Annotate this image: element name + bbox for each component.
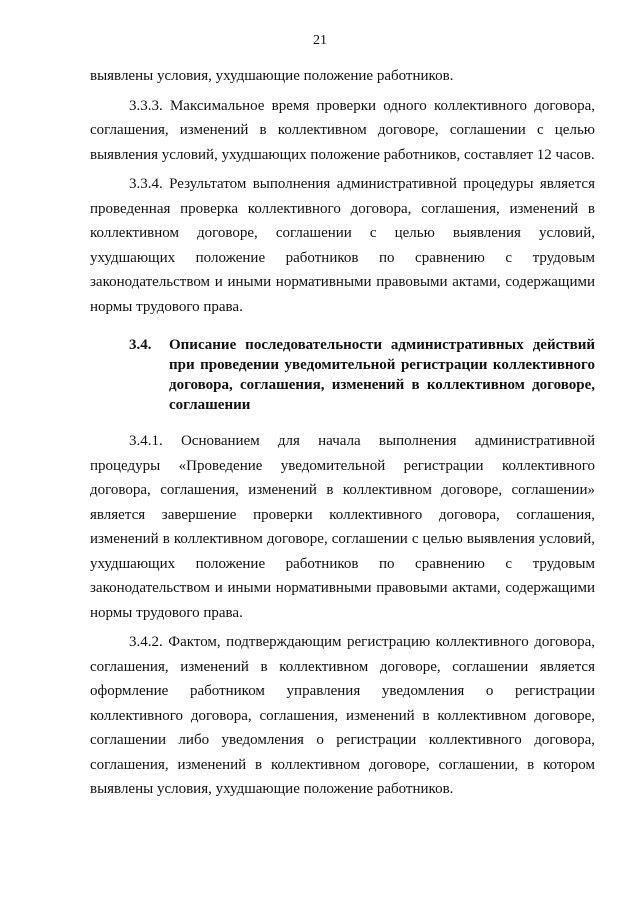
- section-number: 3.4.: [129, 337, 152, 353]
- section-heading: [90, 335, 595, 415]
- paragraph-3-3-3: 3.3.3. Максимальное время проверки одного коллективного договора, соглашения, изменений в коллективном договоре, соглашении с целью выявления условий, ухудшающих положение работников, составляет 12 часов.: [90, 97, 595, 163]
- paragraph-continuation: выявлены условия, ухудшающие положение работников.: [90, 68, 454, 84]
- page-number: 21: [313, 33, 327, 48]
- paragraph-3-4-1: 3.4.1. Основанием для начала выполнения административной процедуры «Проведение уведомительной регистрации коллективного договора, соглашения, изменений в коллективном договоре, соглашении» является завершение проверки коллективного договора, соглашения, изменений в коллективном договоре, соглашении с целью выявления условий, ухудшающих положение работников по сравнению с трудовым законодательством и иными нормативными правовыми актами, содержащими нормы трудового права.: [90, 433, 595, 621]
- document-body: [90, 64, 595, 802]
- paragraph-3-4-2: 3.4.2. Фактом, подтверждающим регистрацию коллективного договора, соглашения, изменений в коллективном договоре, соглашении является оформление работником управления уведомления о регистрации коллективного договора, соглашения, изменений в коллективном договоре, соглашении либо уведомления о регистрации коллективного договора, соглашения, изменений в коллективном договоре, соглашении, в котором выявлены условия, ухудшающие положение работников.: [90, 634, 595, 797]
- paragraph-3-3-4: 3.3.4. Результатом выполнения административной процедуры является проведенная проверка коллективного договора, соглашения, изменений в коллективном договоре, соглашении с целью выявления условий, ухудшающих положение работников по сравнению с трудовым законодательством и иными нормативными правовыми актами, содержащими нормы трудового права.: [90, 176, 595, 315]
- section-title: Описание последовательности административных действий при проведении уведомительной регистрации коллективного договора, соглашения, изменений в коллективном договоре, соглашении: [169, 337, 595, 413]
